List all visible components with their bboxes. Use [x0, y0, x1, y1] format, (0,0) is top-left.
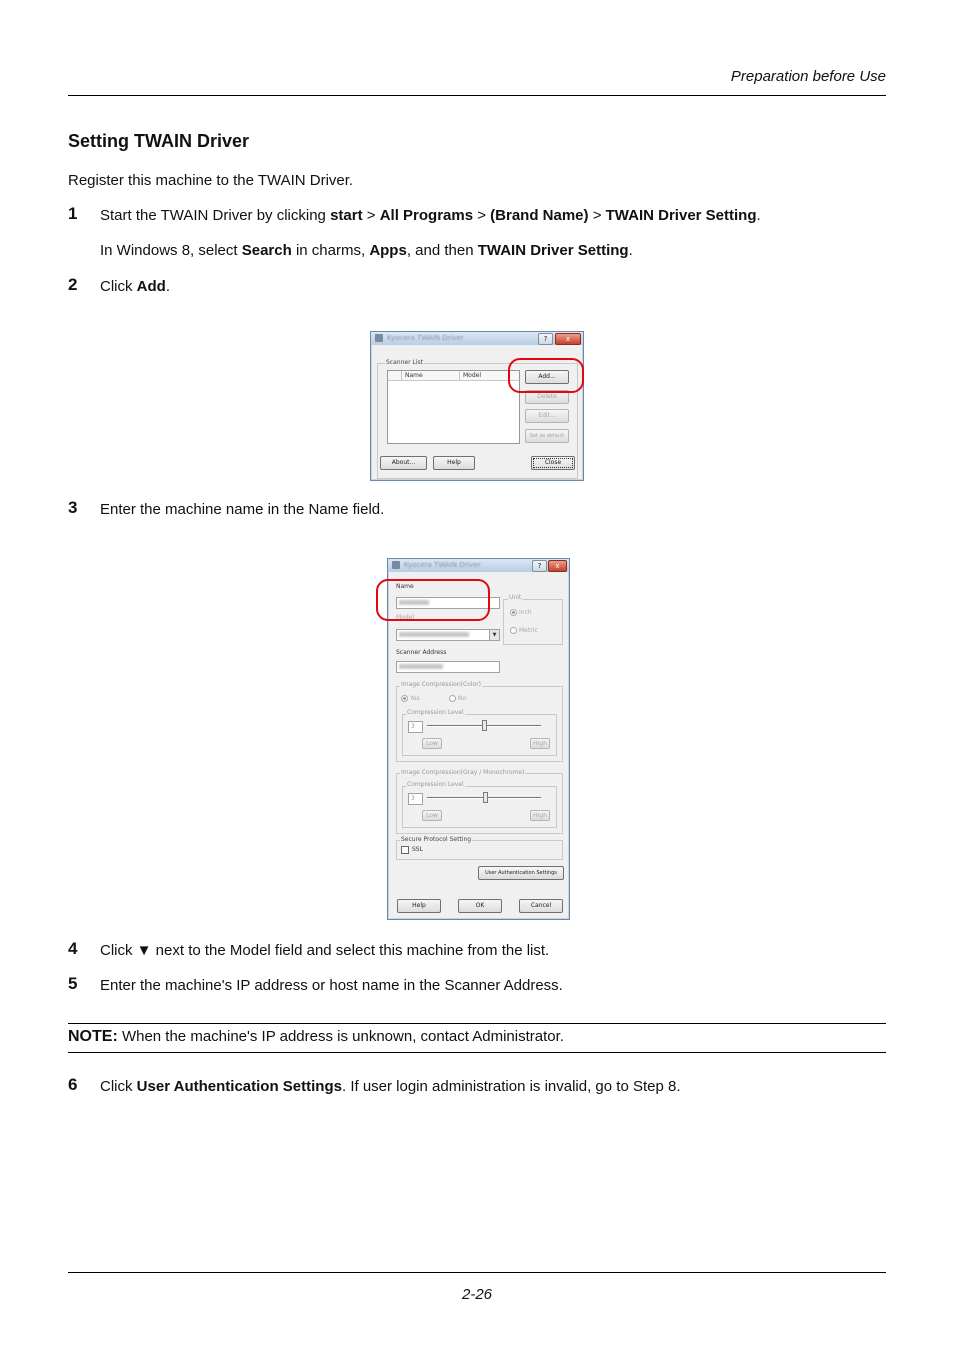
step-4-text: Click ▼ next to the Model field and select this machine from the list. — [100, 942, 550, 959]
note-bottom-rule — [68, 1052, 886, 1053]
intro-paragraph: Register this machine to the TWAIN Driver. — [68, 172, 354, 189]
scanner-address-label: Scanner Address — [396, 649, 447, 656]
help-title-button[interactable]: ? — [532, 560, 547, 572]
note-text: When the machine's IP address is unknown, contact Administrator. — [117, 1028, 564, 1045]
step-number: 3 — [68, 498, 78, 517]
dialog-title: Kyocera TWAIN Driver — [387, 334, 464, 342]
section-heading: Setting TWAIN Driver — [68, 131, 250, 151]
metric-label: Metric — [519, 627, 538, 634]
gray-high-button[interactable]: High — [530, 810, 550, 821]
gray-level-slider-thumb[interactable] — [483, 792, 488, 803]
inch-label: Inch — [519, 609, 532, 616]
name-label: Name — [396, 583, 414, 590]
model-select[interactable] — [396, 629, 500, 641]
column-name-header[interactable]: Name — [405, 372, 423, 379]
note-box — [68, 1028, 564, 1046]
help-button[interactable]: Help — [397, 899, 441, 913]
color-compression-label: Image Compression(Color) — [401, 681, 481, 688]
compression-level-label: Compression Level — [407, 709, 464, 716]
dialog-titlebar — [371, 332, 583, 345]
add-button[interactable]: Add... — [525, 370, 569, 384]
close-title-button[interactable]: x — [548, 560, 567, 572]
step-number: 1 — [68, 204, 78, 223]
ssl-label: SSL — [412, 846, 423, 853]
scanner-list-dialog — [370, 331, 584, 481]
color-compression-level-group — [402, 714, 557, 756]
ok-button[interactable]: OK — [458, 899, 502, 913]
cancel-button[interactable]: Cancel — [519, 899, 563, 913]
gray-compression-level-group — [402, 786, 557, 828]
close-title-button[interactable]: x — [555, 333, 581, 345]
step-number: 6 — [68, 1075, 78, 1094]
note-top-rule — [68, 1023, 886, 1024]
step-number: 5 — [68, 974, 78, 993]
metric-radio[interactable] — [510, 627, 517, 634]
color-low-button[interactable]: Low — [422, 738, 442, 749]
unit-group — [503, 599, 563, 645]
color-level-value[interactable]: 3 — [408, 721, 423, 733]
highlight-circle — [376, 579, 490, 621]
step-1-subtext: In Windows 8, select Search in charms, Apps, and then TWAIN Driver Setting. — [100, 242, 633, 259]
step-5-text: Enter the machine's IP address or host name in the Scanner Address. — [100, 977, 563, 994]
help-button[interactable]: Help — [433, 456, 475, 470]
color-high-button[interactable]: High — [530, 738, 550, 749]
scanner-list-table[interactable] — [387, 370, 520, 444]
footer-rule — [68, 1272, 886, 1273]
gray-compression-label: Image Compression(Gray / Monochrome) — [401, 769, 525, 776]
close-button[interactable]: Close — [531, 456, 575, 470]
color-yes-radio[interactable] — [401, 695, 408, 702]
color-no-radio[interactable] — [449, 695, 456, 702]
column-model-header[interactable]: Model — [463, 372, 482, 379]
app-icon — [375, 334, 383, 342]
note-label: NOTE: — [68, 1028, 118, 1045]
page-number: 2-26 — [461, 1286, 493, 1303]
edit-button[interactable]: Edit... — [525, 409, 569, 423]
scanner-settings-dialog — [387, 558, 570, 920]
step-3-text: Enter the machine name in the Name field. — [100, 501, 385, 518]
color-yes-label: Yes — [410, 695, 420, 702]
step-6-text: Click User Authentication Settings. If user login administration is invalid, go to Step 8. — [100, 1078, 681, 1095]
about-button[interactable]: About... — [380, 456, 427, 470]
app-icon — [392, 561, 400, 569]
step-1-text: Start the TWAIN Driver by clicking start > All Programs > (Brand Name) > TWAIN Driver Setting. — [100, 207, 761, 224]
ssl-checkbox[interactable] — [401, 846, 409, 854]
set-default-button[interactable]: Set as default — [525, 429, 569, 443]
model-label: Model — [396, 614, 415, 621]
color-level-slider-thumb[interactable] — [482, 720, 487, 731]
header-rule — [68, 95, 886, 96]
dialog-titlebar — [388, 559, 569, 572]
unit-label: Unit — [509, 594, 522, 601]
model-dropdown-arrow-icon[interactable]: ▼ — [489, 630, 499, 640]
compression-level-label: Compression Level — [407, 781, 464, 788]
highlight-circle — [508, 358, 584, 393]
delete-button[interactable]: Delete — [525, 390, 569, 404]
step-number: 4 — [68, 939, 78, 958]
step-number: 2 — [68, 275, 78, 294]
secure-protocol-label: Secure Protocol Setting — [401, 836, 472, 843]
gray-low-button[interactable]: Low — [422, 810, 442, 821]
scanner-list-label: Scanner List — [386, 359, 423, 366]
user-authentication-settings-button[interactable]: User Authentication Settings — [478, 866, 564, 880]
scanner-address-input[interactable] — [396, 661, 500, 673]
step-2-text: Click Add. — [100, 278, 171, 295]
running-header: Preparation before Use — [730, 68, 886, 85]
dialog-title: Kyocera TWAIN Driver — [404, 561, 481, 569]
inch-radio[interactable] — [510, 609, 517, 616]
color-no-label: No — [458, 695, 467, 702]
table-header — [388, 371, 519, 381]
help-title-button[interactable]: ? — [538, 333, 553, 345]
gray-level-value[interactable]: 3 — [408, 793, 423, 805]
